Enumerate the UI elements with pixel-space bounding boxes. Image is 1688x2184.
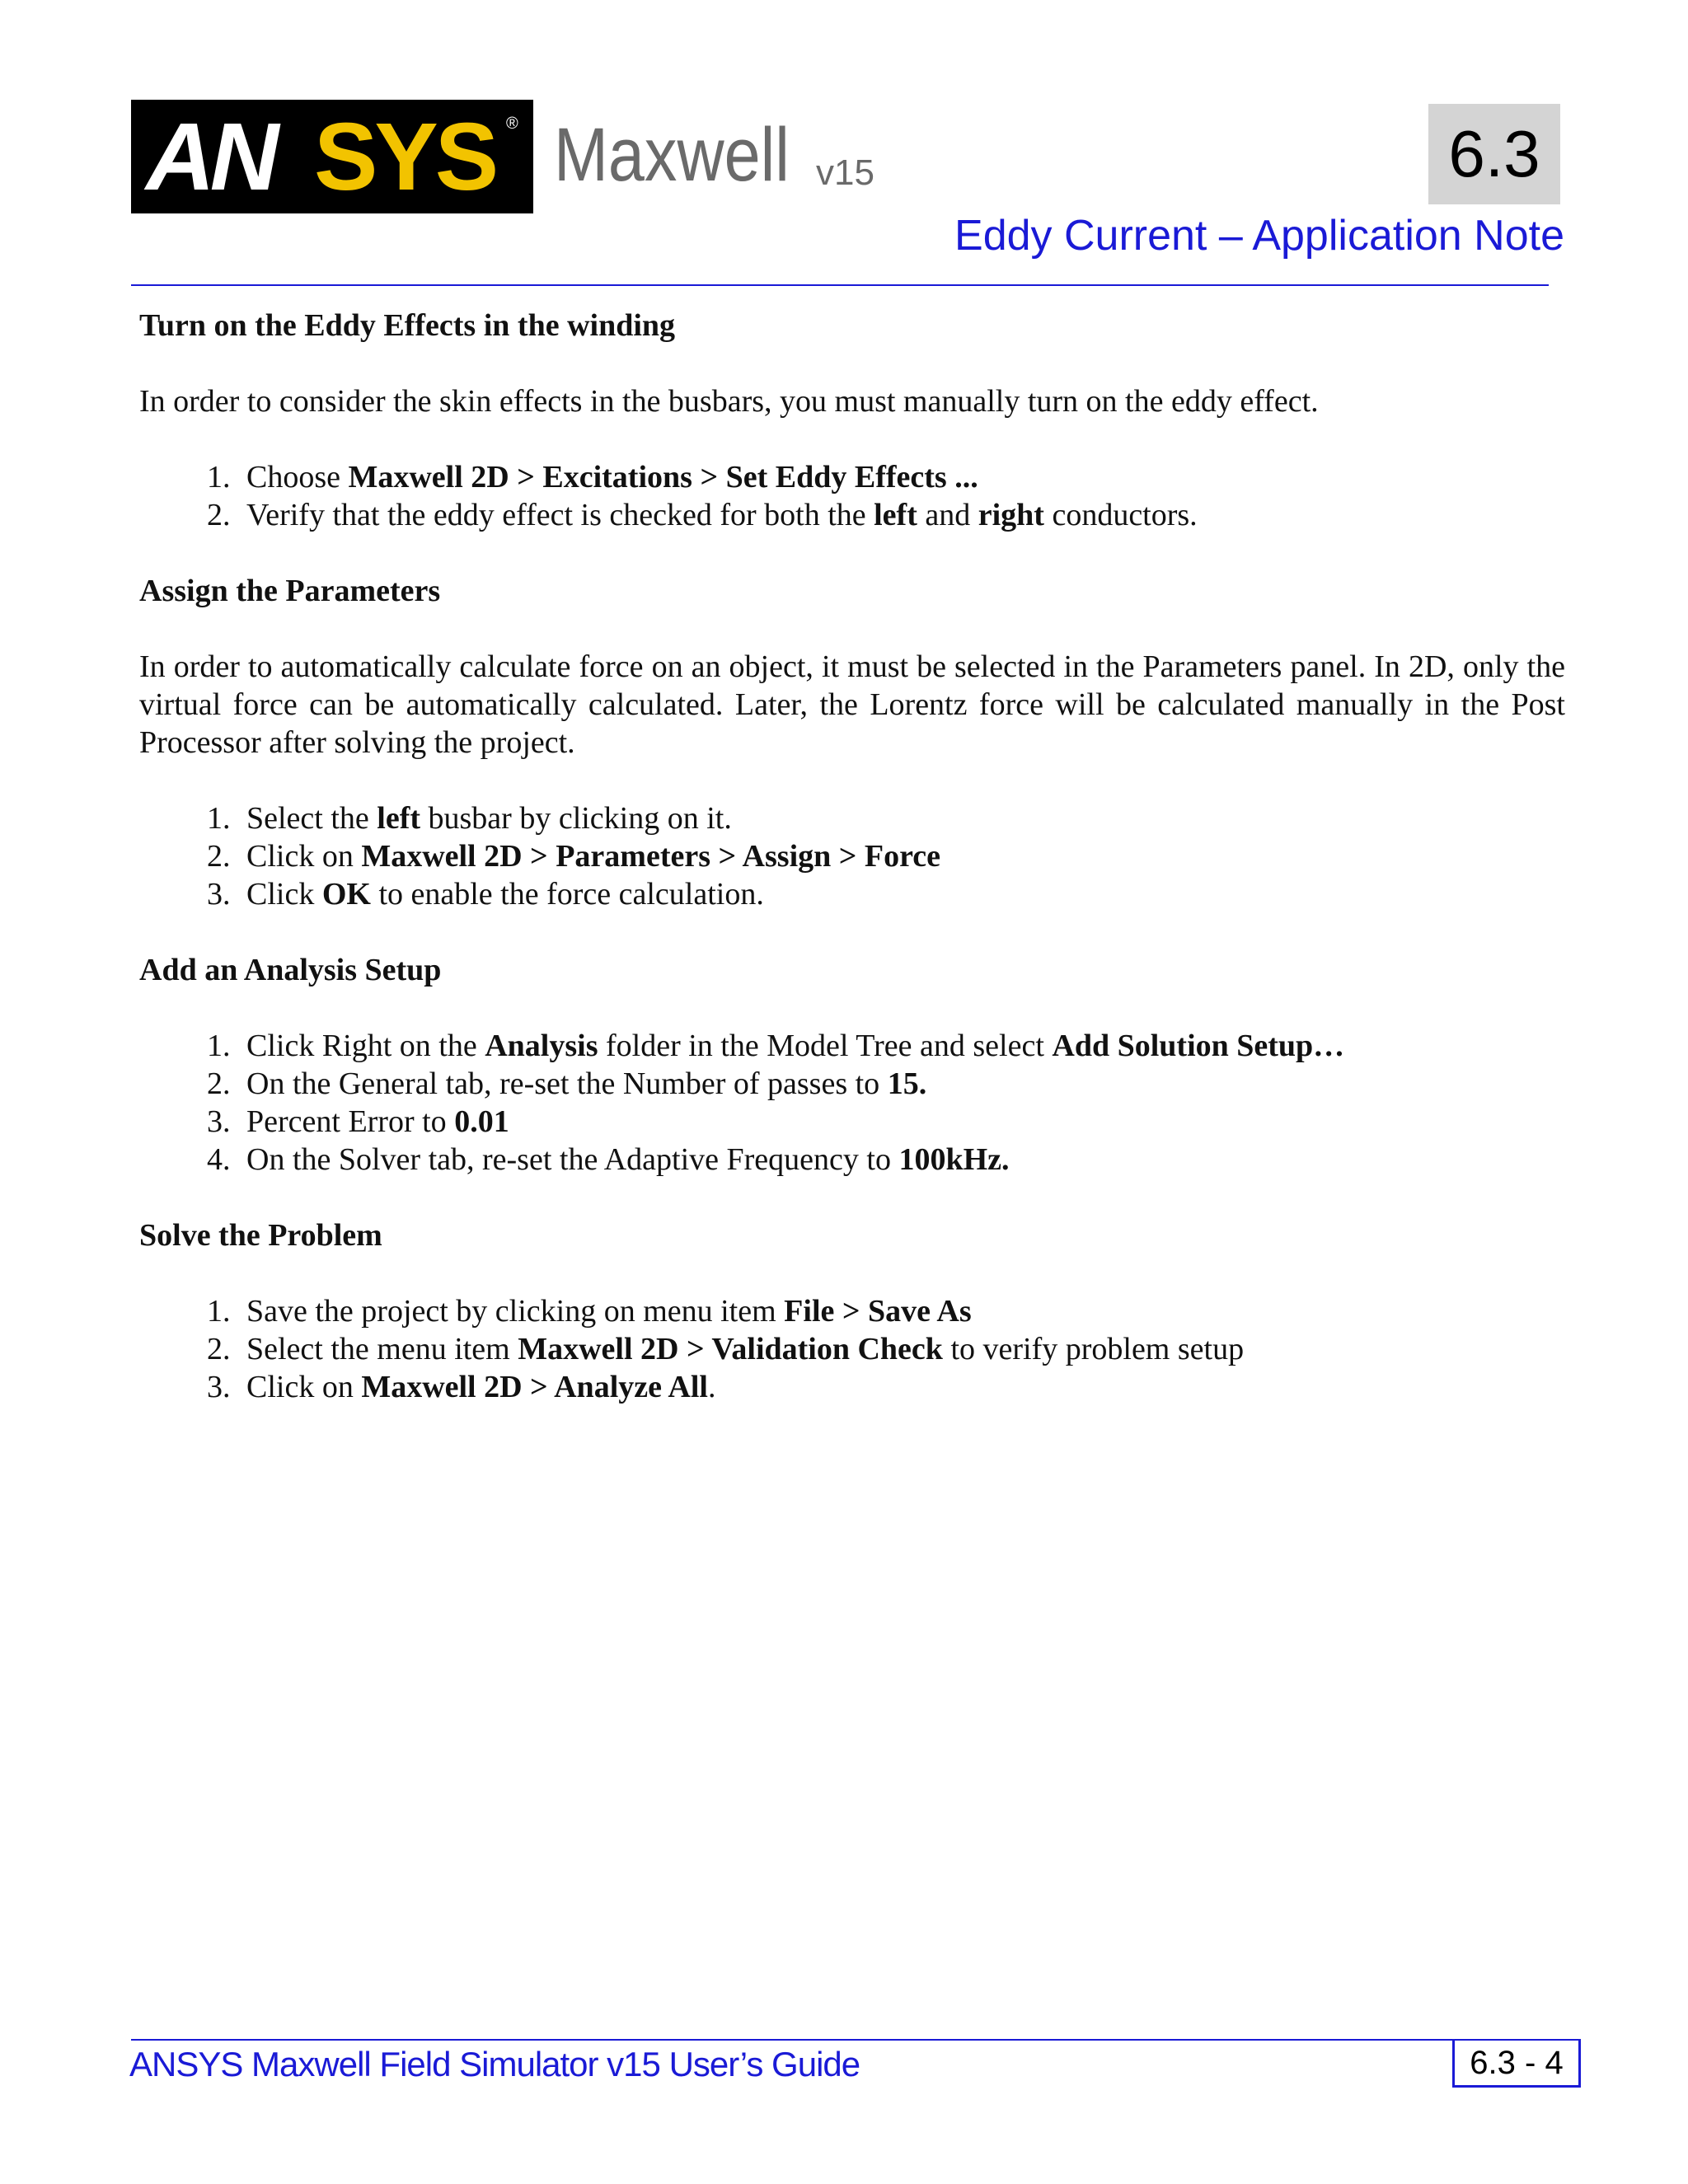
section-intro: In order to automatically calculate force on an object, it must be selected in the Parameters panel. In 2D, only the virtual force can be automatically calculated. Later, the Lorentz force will be calculated manually in the Post Processor after solving the project. <box>139 649 1565 760</box>
step-item: 1. Click Right on the Analysis folder in the Model Tree and select Add Solution Setup… <box>238 1027 1565 1065</box>
step-item: 1. Save the project by clicking on menu item File > Save As <box>238 1292 1565 1330</box>
product-version: v15 <box>816 152 874 193</box>
logo-an-text: AN <box>146 103 274 210</box>
menu-path: Add Solution Setup… <box>1052 1029 1345 1063</box>
menu-path: Analysis <box>485 1029 598 1063</box>
menu-path: Maxwell 2D > Excitations > Set Eddy Effects ... <box>348 460 978 494</box>
step-item: 3. Click on Maxwell 2D > Analyze All. <box>238 1368 1565 1406</box>
step-item: 3. Click OK to enable the force calculation. <box>238 875 1565 913</box>
footer-divider <box>131 2039 1578 2041</box>
product-name: Maxwell <box>554 113 790 197</box>
step-list <box>139 458 1565 534</box>
ansys-logo <box>131 100 533 213</box>
logo-sys-text: SYS <box>314 103 496 210</box>
step-item: 2. On the General tab, re-set the Number of passes to 15. <box>238 1065 1565 1103</box>
menu-path: 15. <box>887 1066 927 1101</box>
registered-mark: ® <box>506 115 518 133</box>
step-item: 2. Click on Maxwell 2D > Parameters > Assign > Force <box>238 837 1565 875</box>
step-item: 2. Verify that the eddy effect is checked for both the left and right conductors. <box>238 496 1565 534</box>
section-intro: In order to consider the skin effects in the busbars, you must manually turn on the eddy effect. <box>139 384 1319 419</box>
section-heading: Assign the Parameters <box>139 574 441 608</box>
section-heading: Solve the Problem <box>139 1218 382 1253</box>
menu-path: OK <box>321 877 371 912</box>
menu-path: File > Save As <box>784 1294 972 1329</box>
menu-path: Maxwell 2D > Parameters > Assign > Force <box>361 839 941 874</box>
step-item: 2. Select the menu item Maxwell 2D > Validation Check to verify problem setup <box>238 1330 1565 1368</box>
footer-title: ANSYS Maxwell Field Simulator v15 User’s Guide <box>129 2045 860 2083</box>
document-subtitle: Eddy Current – Application Note <box>954 212 1564 260</box>
step-item: 1. Choose Maxwell 2D > Excitations > Set Eddy Effects ... <box>238 458 1565 496</box>
document-body <box>139 307 1565 1444</box>
section-number-badge: 6.3 <box>1428 104 1560 204</box>
menu-path: right <box>978 498 1044 532</box>
menu-path: 0.01 <box>454 1104 509 1139</box>
menu-path: Maxwell 2D > Validation Check <box>518 1332 943 1366</box>
header-divider <box>131 284 1549 286</box>
page-number: 6.3 - 4 <box>1452 2039 1581 2088</box>
step-item: 1. Select the left busbar by clicking on it. <box>238 799 1565 837</box>
step-list <box>139 1027 1565 1179</box>
section-heading: Add an Analysis Setup <box>139 953 442 987</box>
menu-path: left <box>377 801 421 836</box>
step-list <box>139 1292 1565 1406</box>
step-item: 4. On the Solver tab, re-set the Adaptive Frequency to 100kHz. <box>238 1141 1565 1179</box>
step-list <box>139 799 1565 913</box>
menu-path: Maxwell 2D > Analyze All <box>361 1370 708 1404</box>
menu-path: 100kHz. <box>898 1142 1010 1177</box>
menu-path: left <box>874 498 917 532</box>
step-item: 3. Percent Error to 0.01 <box>238 1103 1565 1141</box>
section-heading: Turn on the Eddy Effects in the winding <box>139 308 676 343</box>
